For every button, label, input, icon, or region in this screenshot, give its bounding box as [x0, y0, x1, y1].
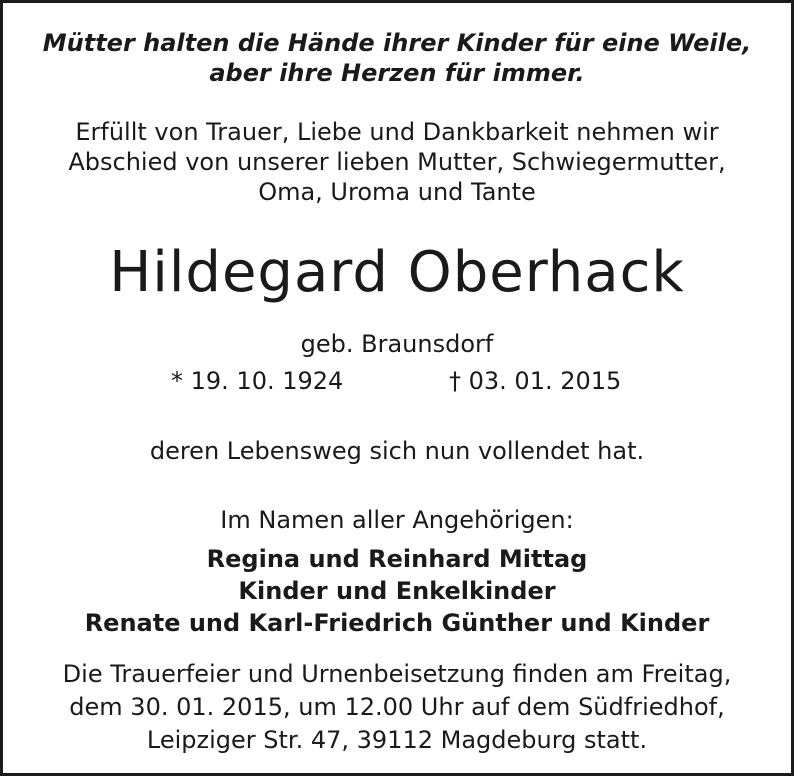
birth-name: geb. Braunsdorf [300, 330, 494, 358]
motto-line-2: aber ihre Herzen für immer. [209, 59, 585, 87]
funeral-line-2: dem 30. 01. 2015, um 12.00 Uhr auf dem Südfriedhof, [69, 693, 725, 721]
intro-line-3: Oma, Uroma und Tante [258, 178, 536, 206]
on-behalf-line: Im Namen aller Angehörigen: [220, 506, 574, 534]
life-line: deren Lebensweg sich nun vollendet hat. [149, 437, 645, 465]
mourner-line-2: Kinder und Enkelkinder [238, 577, 556, 605]
intro-line-1: Erfüllt von Trauer, Liebe und Dankbarkeit nehmen wir [75, 118, 719, 146]
funeral-line-3: Leipziger Str. 47, 39112 Magdeburg statt. [146, 726, 648, 754]
life-dates [3, 367, 791, 399]
deceased-name: Hildegard Oberhack [109, 240, 685, 305]
death-date: † 03. 01. 2015 [449, 367, 622, 395]
motto-line-1: Mütter halten die Hände ihrer Kinder für eine Weile, [42, 29, 752, 57]
intro-line-2: Abschied von unserer lieben Mutter, Schwiegermutter, [68, 148, 726, 176]
mourner-line-3: Renate und Karl-Friedrich Günther und Kinder [84, 609, 710, 637]
funeral-line-1: Die Trauerfeier und Urnenbeisetzung finden am Freitag, [62, 660, 732, 688]
mourner-line-1: Regina und Reinhard Mittag [206, 545, 588, 573]
birth-date: * 19. 10. 1924 [171, 367, 344, 395]
